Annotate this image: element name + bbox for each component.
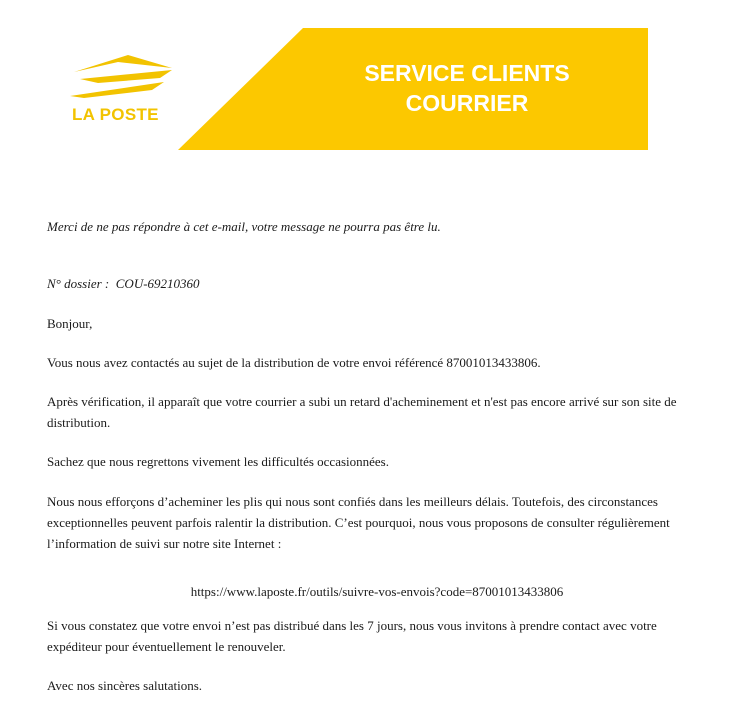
dossier-line — [47, 273, 200, 294]
email-header — [0, 0, 736, 160]
la-poste-logo — [68, 52, 178, 128]
dossier-label: N° dossier : — [47, 276, 110, 291]
efforts-paragraph: Nous nous efforçons d’acheminer les plis qui nous sont confiés dans les meilleurs délais. Toutefois, des circonstances exceptionnelles peuvent parfois ralentir la distribution. C’est pourquoi, nous vous proposons de consulter régulièrement l’information de suivi sur notre site Internet : — [47, 494, 670, 551]
regret-paragraph: Sachez que nous regrettons vivement les difficultés occasionnées. — [47, 454, 389, 469]
verification-paragraph: Après vérification, il apparaît que votre courrier a subi un retard d'acheminement et n'est pas encore arrivé sur son site de distribution. — [47, 394, 677, 430]
banner-title-line1: SERVICE CLIENTS — [364, 60, 570, 86]
contact-paragraph: Vous nous avez contactés au sujet de la distribution de votre envoi référencé 87001013433806. — [47, 355, 541, 370]
dossier-number: COU-69210360 — [115, 276, 200, 291]
greeting: Bonjour, — [47, 316, 93, 331]
tracking-link[interactable]: https://www.laposte.fr/outils/suivre-vos-envois?code=87001013433806 — [190, 584, 564, 599]
no-reply-notice: Merci de ne pas répondre à cet e-mail, votre message ne pourra pas être lu. — [47, 219, 441, 234]
closing: Avec nos sincères salutations. — [47, 678, 202, 693]
service-banner — [178, 28, 648, 150]
banner-title — [298, 58, 636, 118]
logo-text: LA POSTE — [72, 105, 159, 124]
banner-title-line2: COURRIER — [405, 90, 529, 116]
la-poste-bird-icon — [68, 52, 178, 102]
not-delivered-paragraph: Si vous constatez que votre envoi n’est pas distribué dans les 7 jours, nous vous invitons à prendre contact avec votre expéditeur pour éventuellement le renouveler. — [47, 618, 657, 654]
